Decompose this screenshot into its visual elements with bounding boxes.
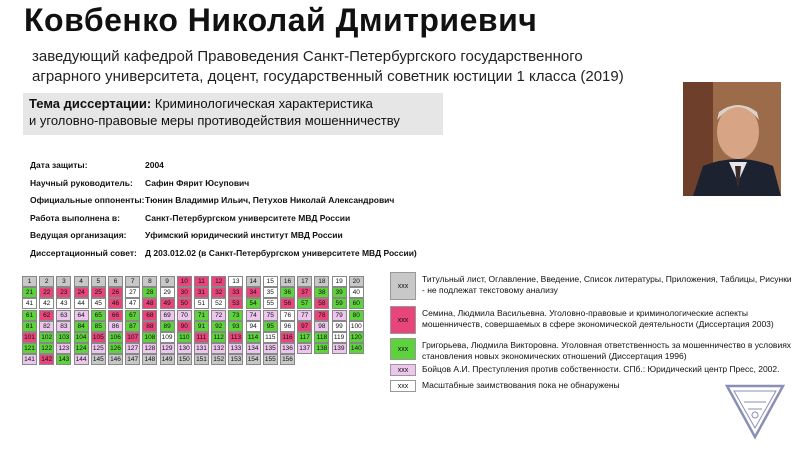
page-cell: 62 [39,310,54,321]
page-cell: 156 [280,354,295,365]
page-cell: 17 [297,276,312,287]
page-cell: 97 [297,321,312,332]
page-cell: 95 [263,321,278,332]
page-cell: 68 [142,310,157,321]
page-cell: 7 [125,276,140,287]
page-cell: 140 [349,343,364,354]
page-cell: 150 [177,354,192,365]
topic-line1: Криминологическая характеристика [154,96,373,111]
page-cell: 19 [332,276,347,287]
page-cell: 87 [125,321,140,332]
page-cell: 144 [74,354,89,365]
page-cell: 30 [177,287,192,298]
page-cell: 63 [56,310,71,321]
page-cell: 112 [211,332,226,343]
page-cell: 118 [314,332,329,343]
page-cell: 44 [74,298,89,309]
page-cell: 61 [22,310,37,321]
page-cell: 90 [177,321,192,332]
page-cell: 24 [74,287,89,298]
page-cell: 125 [91,343,106,354]
legend-swatch: ххх [390,306,416,334]
page-cell: 132 [211,343,226,354]
info-key: Диссертационный совет: [30,247,137,258]
legend-text: Григорьева, Людмила Викторовна. Уголовная ответственность за мошенничество в условиях становления новых экономических отношений (Диссертация 1996) [422,340,792,361]
page-cell: 133 [228,343,243,354]
page-cell: 4 [74,276,89,287]
page-cell: 93 [228,321,243,332]
page-cell: 92 [211,321,226,332]
legend-text: Бойцов А.И. Преступления против собственности. СПб.: Юридический центр Пресс, 2002. [422,364,780,374]
subtitle: заведующий кафедрой Правоведения Санкт-Петербургского государственного аграрного университета, доцент, государственный советник юстиции 1 класса (2019) [32,48,624,85]
page-cell: 151 [194,354,209,365]
page-cell: 22 [39,287,54,298]
page-cell: 20 [349,276,364,287]
page-cell: 124 [74,343,89,354]
page-cell: 60 [349,298,364,309]
page-cell: 36 [280,287,295,298]
portrait-photo [683,82,781,196]
page-cell: 143 [56,354,71,365]
page-cell: 155 [263,354,278,365]
page-cell: 119 [332,332,347,343]
page-cell: 129 [160,343,175,354]
page-cell: 154 [246,354,261,365]
page-cell: 86 [108,321,123,332]
page-cell: 123 [56,343,71,354]
page-cell: 29 [160,287,175,298]
page-cell: 91 [194,321,209,332]
page-cell: 76 [280,310,295,321]
info-key: Ведущая организация: [30,230,127,240]
page-cell: 147 [125,354,140,365]
page-cell: 26 [108,287,123,298]
page-cell: 23 [56,287,71,298]
page-cell: 152 [211,354,226,365]
info-key: Официальные оппоненты: [30,195,145,205]
legend-swatch: ххх [390,272,416,300]
page-cell: 8 [142,276,157,287]
page-cell: 130 [177,343,192,354]
page-cell: 57 [297,298,312,309]
page-cell: 142 [39,354,54,365]
page-cell: 45 [91,298,106,309]
page-cell: 116 [280,332,295,343]
page-cell: 41 [22,298,37,309]
info-value: Д 203.012.02 (в Санкт-Петербургском университете МВД России) [145,247,417,258]
legend-swatch: ххх [390,364,416,376]
page-cell: 89 [160,321,175,332]
page-cell: 127 [125,343,140,354]
university-seal-icon [724,382,786,440]
page-cell: 115 [263,332,278,343]
info-key: Дата защиты: [30,160,88,170]
page-cell: 46 [108,298,123,309]
info-value: Уфимский юридический институт МВД России [145,230,343,240]
page-cell: 39 [332,287,347,298]
page-cell: 72 [211,310,226,321]
page-cell: 134 [246,343,261,354]
info-value: Сафин Фярит Юсупович [145,177,250,188]
legend-text: Семина, Людмила Васильевна. Уголовно-правовые и криминологические аспекты мошенничеств, совершаемых в сфере экономической деятельности (Диссертация 2003) [422,308,774,329]
page-cell: 67 [125,310,140,321]
page-cell: 114 [246,332,261,343]
page-cell: 12 [211,276,226,287]
page-cell: 27 [125,287,140,298]
page-cell: 78 [314,310,329,321]
page-cell: 88 [142,321,157,332]
page-cell: 131 [194,343,209,354]
page-cell: 79 [332,310,347,321]
legend-swatch: ххх [390,338,416,360]
info-value: Тюнин Владимир Ильич, Петухов Николай Александрович [145,195,395,205]
info-value: Санкт-Петербургском университете МВД России [145,212,351,223]
page-cell: 137 [297,343,312,354]
page-cell: 75 [263,310,278,321]
page-cell: 66 [108,310,123,321]
page-cell: 48 [142,298,157,309]
page-cell: 6 [108,276,123,287]
page-cell: 136 [280,343,295,354]
legend-text: Масштабные заимствования пока не обнаружены [422,380,620,390]
page-cell: 34 [246,287,261,298]
page-cell: 146 [108,354,123,365]
page-cell: 126 [108,343,123,354]
page-cell: 117 [297,332,312,343]
page-cell: 141 [22,354,37,365]
legend-text: Титульный лист, Оглавление, Введение, Список литературы, Приложения, Таблицы, Рисунки - не подлежат текстовому анализу [422,274,792,295]
page-cell: 21 [22,287,37,298]
page-cell: 107 [125,332,140,343]
page-cell: 14 [246,276,261,287]
page-cell: 96 [280,321,295,332]
page-cell: 3 [56,276,71,287]
page-cell: 47 [125,298,140,309]
page-cell: 77 [297,310,312,321]
page-cell: 51 [194,298,209,309]
page-cell: 105 [91,332,106,343]
page-cell: 52 [211,298,226,309]
page-cell: 5 [91,276,106,287]
page-cell: 82 [39,321,54,332]
page-cell: 31 [194,287,209,298]
page-cell: 2 [39,276,54,287]
page-cell: 109 [160,332,175,343]
page-cell: 84 [74,321,89,332]
info-value: 2004 [145,160,164,170]
page-cell: 59 [332,298,347,309]
page-cell: 108 [142,332,157,343]
page-cell: 138 [314,343,329,354]
page-cell: 28 [142,287,157,298]
page-cell: 98 [314,321,329,332]
page-cell: 122 [39,343,54,354]
page-cell: 103 [56,332,71,343]
page-cell: 1 [22,276,37,287]
page-cell: 9 [160,276,175,287]
page-cell: 120 [349,332,364,343]
page-cell: 35 [263,287,278,298]
page-cell: 121 [22,343,37,354]
info-key: Работа выполнена в: [30,212,120,223]
page-cell: 145 [91,354,106,365]
page-cell: 113 [228,332,243,343]
page-cell: 128 [142,343,157,354]
page-cell: 53 [228,298,243,309]
page-cell: 54 [246,298,261,309]
page-cell: 40 [349,287,364,298]
page-cell: 38 [314,287,329,298]
page-cell: 69 [160,310,175,321]
page-title: Ковбенко Николай Дмитриевич [24,2,538,38]
page-cell: 70 [177,310,192,321]
page-cell: 43 [56,298,71,309]
page-cell: 80 [349,310,364,321]
page-cell: 50 [177,298,192,309]
page-cell: 74 [246,310,261,321]
page-cell: 18 [314,276,329,287]
page-cell: 73 [228,310,243,321]
page-cell: 139 [332,343,347,354]
page-cell: 11 [194,276,209,287]
page-cell: 65 [91,310,106,321]
page-cell: 104 [74,332,89,343]
page-cell: 10 [177,276,192,287]
dissertation-topic [23,93,443,135]
page-cell: 83 [56,321,71,332]
page-cell: 13 [228,276,243,287]
page-cell: 32 [211,287,226,298]
page-cell: 58 [314,298,329,309]
page-cell: 37 [297,287,312,298]
page-cell: 64 [74,310,89,321]
page-cell: 148 [142,354,157,365]
page-cell: 15 [263,276,278,287]
page-cell: 56 [280,298,295,309]
page-cell: 81 [22,321,37,332]
topic-label: Тема диссертации: [29,96,152,111]
page-cell: 153 [228,354,243,365]
page-cell: 71 [194,310,209,321]
page-cell: 102 [39,332,54,343]
info-key: Научный руководитель: [30,177,133,188]
page-cell: 149 [160,354,175,365]
topic-line2: и уголовно-правовые меры противодействия мошенничеству [29,113,400,128]
page-cell: 33 [228,287,243,298]
page-cell: 100 [349,321,364,332]
page-cell: 110 [177,332,192,343]
page-cell: 111 [194,332,209,343]
page-cell: 99 [332,321,347,332]
page-cell: 25 [91,287,106,298]
page-cell: 106 [108,332,123,343]
page-cell: 94 [246,321,261,332]
page-cell: 135 [263,343,278,354]
page-cell: 49 [160,298,175,309]
page-cell: 16 [280,276,295,287]
page-cell: 101 [22,332,37,343]
page-cell: 42 [39,298,54,309]
page-cell: 85 [91,321,106,332]
page-cell: 55 [263,298,278,309]
legend-swatch: ххх [390,380,416,392]
